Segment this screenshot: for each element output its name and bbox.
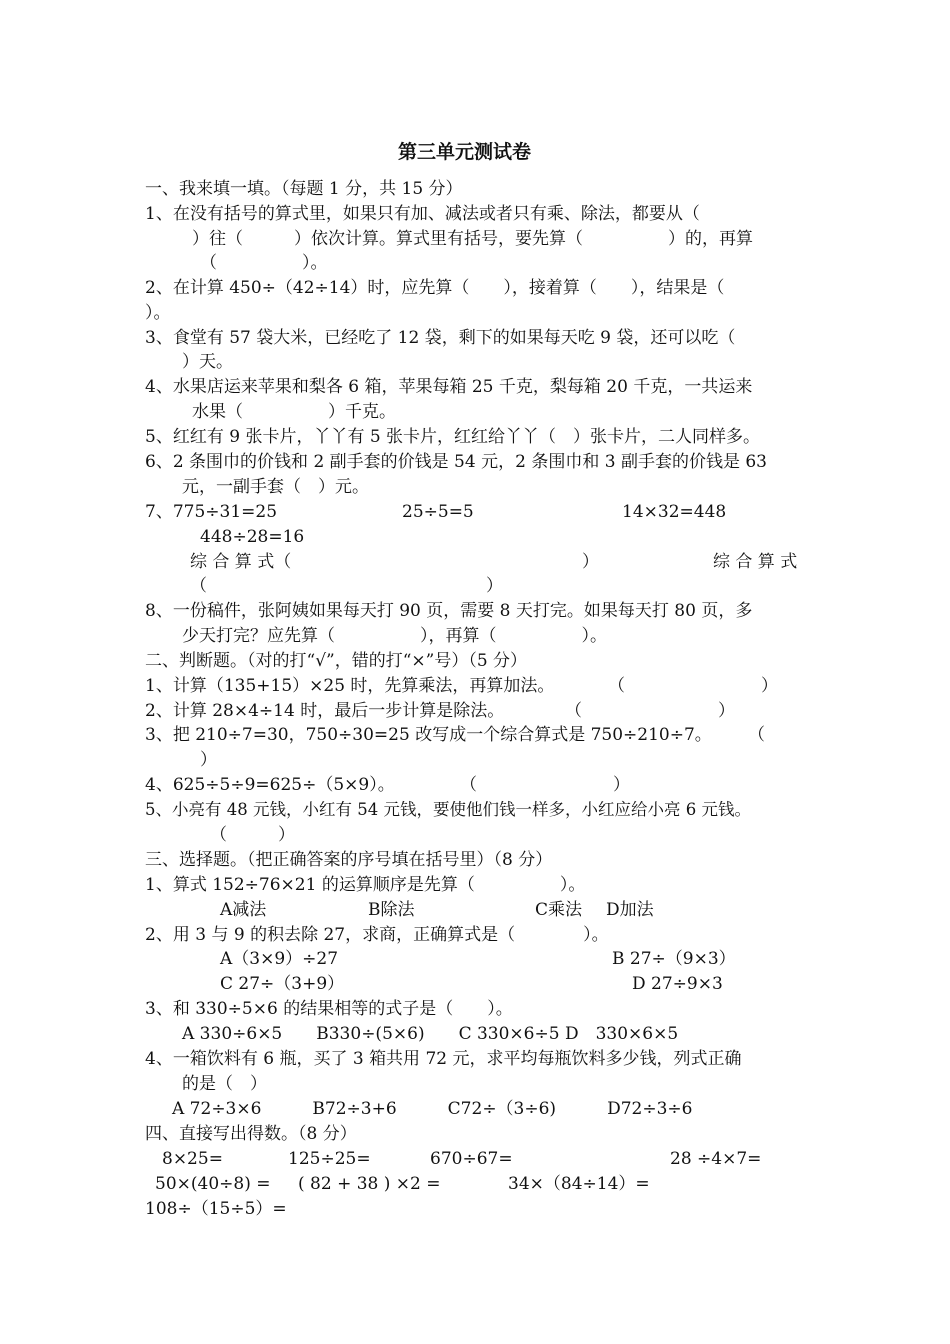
question-text: 4、水果店运来苹果和梨各 6 箱，苹果每箱 25 千克，梨每箱 20 千克，一共运来 [145, 377, 753, 397]
section-heading: 三、选择题。（把正确答案的序号填在括号里）（8 分） [145, 850, 553, 870]
question-text: 2、在计算 450÷（42÷14）时，应先算（ ），接着算（ ），结果是（ [145, 278, 725, 298]
option-list: A 72÷3×6 B72÷3+6 C72÷（3÷6) D72÷3÷6 [172, 1099, 693, 1119]
combined-formula-label: 综 合 算 式（ [190, 552, 292, 572]
question-text: 元，一副手套（ ）元。 [182, 477, 369, 497]
question-text: 8、一份稿件，张阿姨如果每天打 90 页，需要 8 天打完。如果每天打 80 页，多 [145, 601, 753, 621]
section-heading: 一、我来填一填。（每题 1 分，共 15 分） [145, 179, 463, 199]
answer-paren: ） [486, 576, 503, 596]
question-text: 2、用 3 与 9 的积去除 27，求商，正确算式是（ ）。 [145, 925, 609, 945]
question-text: ）往（ ）依次计算。算式里有括号，要先算（ ）的，再算 [192, 229, 753, 249]
combined-formula-label: 综 合 算 式 [713, 552, 798, 572]
question-text: 1、计算（135+15）×25 时，先算乘法，再算加法。 [145, 676, 555, 696]
question-text: ）。 [145, 303, 171, 323]
question-text: 3、和 330÷5×6 的结果相等的式子是（ ）。 [145, 999, 513, 1019]
question-text: 1、算式 152÷76×21 的运算顺序是先算（ ）。 [145, 875, 586, 895]
equation: 448÷28=16 [200, 527, 305, 547]
option-c: C 27÷（3+9） [220, 974, 345, 994]
answer-paren: ） [582, 552, 599, 572]
calc-item: 34×（84÷14）= [508, 1174, 650, 1194]
option-b: B除法 [368, 900, 415, 920]
calc-item: 50×(40÷8) = [155, 1174, 271, 1194]
answer-paren: （ ） [210, 825, 295, 845]
question-text: 的是（ ） [182, 1074, 267, 1094]
question-text: 4、625÷5÷9=625÷（5×9）。 [145, 775, 395, 795]
calc-item: 28 ÷4×7= [670, 1149, 762, 1169]
calc-item: ( 82 + 38 ) ×2 = [298, 1174, 441, 1194]
option-list: A 330÷6×5 B330÷(5×6) C 330×6÷5 D 330×6×5 [182, 1024, 679, 1044]
option-a: A减法 [220, 900, 267, 920]
question-text: ）天。 [182, 352, 233, 372]
equation: 14×32=448 [622, 502, 727, 522]
option-c: C乘法 [535, 900, 583, 920]
option-a: A（3×9）÷27 [220, 949, 339, 969]
calc-item: 8×25= [162, 1149, 223, 1169]
option-b: B 27÷（9×3） [612, 949, 736, 969]
answer-paren: （ [190, 576, 207, 596]
question-text: （ ）。 [200, 253, 328, 273]
question-text: 2、计算 28×4÷14 时，最后一步计算是除法。 [145, 701, 505, 721]
question-text: 4、一箱饮料有 6 瓶，买了 3 箱共用 72 元，求平均每瓶饮料多少钱，列式正确 [145, 1049, 742, 1069]
option-d: D 27÷9×3 [632, 974, 723, 994]
equation: 25÷5=5 [402, 502, 474, 522]
question-text: 6、2 条围巾的价钱和 2 副手套的价钱是 54 元，2 条围巾和 3 副手套的价钱是 63 [145, 452, 767, 472]
answer-paren: （ ） [608, 676, 778, 696]
answer-paren: ） [200, 750, 217, 770]
calc-item: 108÷（15÷5）= [145, 1199, 287, 1219]
section-heading: 四、直接写出得数。（8 分） [145, 1124, 357, 1144]
question-text: 3、把 210÷7=30，750÷30=25 改写成一个综合算式是 750÷210÷7。 [145, 725, 712, 745]
option-d: D加法 [606, 900, 654, 920]
section-heading: 二、判断题。（对的打“√”，错的打“×”号）（5 分） [145, 651, 528, 671]
question-text: 5、小亮有 48 元钱，小红有 54 元钱，要使他们钱一样多，小红应给小亮 6 元钱。 [145, 800, 751, 819]
answer-paren: （ ） [565, 701, 735, 721]
answer-paren: （ [748, 725, 765, 745]
question-text: 3、食堂有 57 袋大米，已经吃了 12 袋，剩下的如果每天吃 9 袋，还可以吃（ [145, 328, 736, 348]
calc-item: 125÷25= [288, 1149, 371, 1169]
question-text: 少天打完？应先算（ ），再算（ ）。 [182, 626, 607, 646]
page-title: 第三单元测试卷 [398, 141, 532, 163]
answer-paren: （ ） [460, 775, 630, 795]
equation: 7、775÷31=25 [145, 502, 278, 522]
question-text: 1、在没有括号的算式里，如果只有加、减法或者只有乘、除法，都要从（ [145, 204, 700, 224]
calc-item: 670÷67= [430, 1149, 513, 1169]
question-text: 水果（ ）千克。 [192, 402, 396, 422]
question-text: 5、红红有 9 张卡片，丫丫有 5 张卡片，红红给丫丫（ ）张卡片，二人同样多。 [145, 427, 761, 447]
